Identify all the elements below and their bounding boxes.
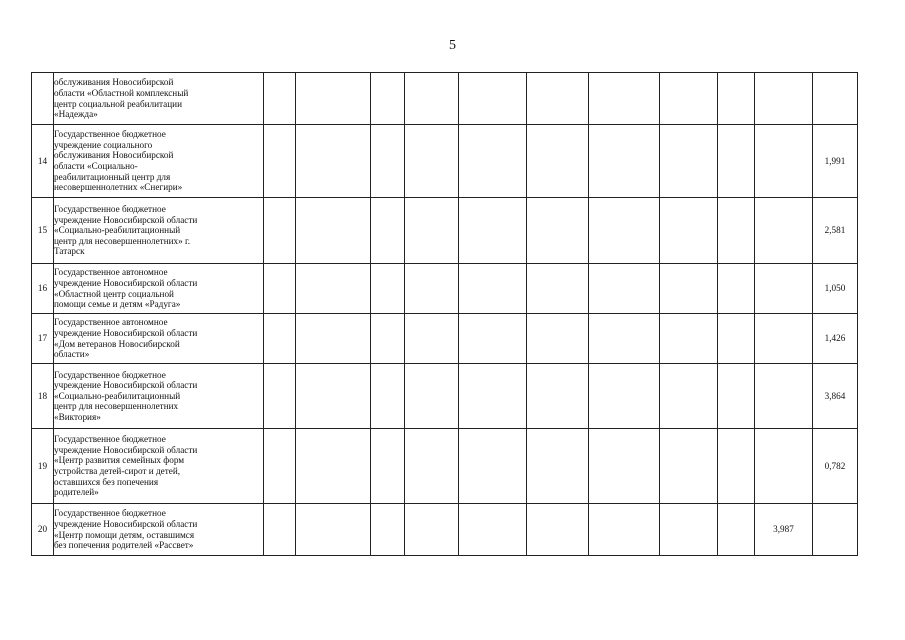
value-cell-col11 bbox=[755, 364, 813, 429]
row-number-cell: 14 bbox=[32, 125, 54, 198]
empty-cell bbox=[527, 504, 589, 556]
institution-name-cell: Государственное автономное учреждение Новосибирской области «Дом ветеранов Новосибирской области» bbox=[54, 314, 264, 364]
empty-cell bbox=[660, 504, 718, 556]
empty-cell bbox=[718, 125, 755, 198]
empty-cell bbox=[459, 504, 527, 556]
value-cell-col11 bbox=[755, 198, 813, 264]
institution-name-cell: Государственное бюджетное учреждение социального обслуживания Новосибирской области «Социально- реабилитационный центр для несовершеннолетних «Снегири» bbox=[54, 125, 264, 198]
empty-cell bbox=[718, 364, 755, 429]
table-row bbox=[32, 198, 858, 264]
empty-cell bbox=[459, 429, 527, 504]
empty-cell bbox=[264, 125, 296, 198]
empty-cell bbox=[660, 264, 718, 314]
empty-cell bbox=[371, 504, 405, 556]
table-row bbox=[32, 364, 858, 429]
value-cell-col11 bbox=[755, 264, 813, 314]
empty-cell bbox=[405, 73, 459, 125]
empty-cell bbox=[589, 198, 660, 264]
row-number-cell: 16 bbox=[32, 264, 54, 314]
institution-name-cell: Государственное бюджетное учреждение Новосибирской области «Социально-реабилитационный центр для несовершеннолетних» г. Татарск bbox=[54, 198, 264, 264]
empty-cell bbox=[371, 364, 405, 429]
row-number-cell: 18 bbox=[32, 364, 54, 429]
value-cell-col12: 0,782 bbox=[813, 429, 858, 504]
empty-cell bbox=[264, 264, 296, 314]
value-cell-col12 bbox=[813, 504, 858, 556]
empty-cell bbox=[589, 314, 660, 364]
empty-cell bbox=[718, 264, 755, 314]
empty-cell bbox=[264, 198, 296, 264]
empty-cell bbox=[660, 125, 718, 198]
table-row bbox=[32, 429, 858, 504]
empty-cell bbox=[527, 429, 589, 504]
institution-name-cell: Государственное автономное учреждение Новосибирской области «Областной центр социальной помощи семье и детям «Радуга» bbox=[54, 264, 264, 314]
table-row bbox=[32, 504, 858, 556]
empty-cell bbox=[459, 125, 527, 198]
empty-cell bbox=[527, 198, 589, 264]
table-body bbox=[32, 73, 858, 556]
empty-cell bbox=[405, 429, 459, 504]
empty-cell bbox=[264, 314, 296, 364]
empty-cell bbox=[660, 314, 718, 364]
table-row bbox=[32, 125, 858, 198]
empty-cell bbox=[589, 73, 660, 125]
empty-cell bbox=[405, 504, 459, 556]
empty-cell bbox=[296, 504, 371, 556]
value-cell-col11 bbox=[755, 73, 813, 125]
institution-name-cell: обслуживания Новосибирской области «Областной комплексный центр социальной реабилитации «Надежда» bbox=[54, 73, 264, 125]
row-number-cell: 19 bbox=[32, 429, 54, 504]
table-row bbox=[32, 264, 858, 314]
row-number-cell: 15 bbox=[32, 198, 54, 264]
row-number-cell: 20 bbox=[32, 504, 54, 556]
empty-cell bbox=[718, 198, 755, 264]
empty-cell bbox=[405, 314, 459, 364]
empty-cell bbox=[527, 125, 589, 198]
empty-cell bbox=[589, 264, 660, 314]
institution-name-cell: Государственное бюджетное учреждение Новосибирской области «Центр помощи детям, оставшимся без попечения родителей «Рассвет» bbox=[54, 504, 264, 556]
institution-name-cell: Государственное бюджетное учреждение Новосибирской области «Центр развития семейных форм устройства детей-сирот и детей, оставшихся без попечения родителей» bbox=[54, 429, 264, 504]
value-cell-col11: 3,987 bbox=[755, 504, 813, 556]
empty-cell bbox=[296, 73, 371, 125]
empty-cell bbox=[718, 504, 755, 556]
value-cell-col12 bbox=[813, 73, 858, 125]
empty-cell bbox=[264, 504, 296, 556]
empty-cell bbox=[296, 429, 371, 504]
empty-cell bbox=[527, 73, 589, 125]
empty-cell bbox=[296, 198, 371, 264]
value-cell-col11 bbox=[755, 125, 813, 198]
empty-cell bbox=[371, 73, 405, 125]
empty-cell bbox=[718, 314, 755, 364]
empty-cell bbox=[264, 73, 296, 125]
data-table bbox=[31, 72, 858, 556]
empty-cell bbox=[660, 198, 718, 264]
row-number-cell: 17 bbox=[32, 314, 54, 364]
value-cell-col12: 3,864 bbox=[813, 364, 858, 429]
value-cell-col12: 1,991 bbox=[813, 125, 858, 198]
empty-cell bbox=[527, 314, 589, 364]
empty-cell bbox=[371, 264, 405, 314]
empty-cell bbox=[527, 364, 589, 429]
empty-cell bbox=[459, 73, 527, 125]
empty-cell bbox=[589, 429, 660, 504]
empty-cell bbox=[660, 364, 718, 429]
empty-cell bbox=[718, 73, 755, 125]
row-number-cell bbox=[32, 73, 54, 125]
empty-cell bbox=[405, 125, 459, 198]
empty-cell bbox=[459, 314, 527, 364]
value-cell-col12: 1,050 bbox=[813, 264, 858, 314]
empty-cell bbox=[405, 198, 459, 264]
empty-cell bbox=[296, 125, 371, 198]
empty-cell bbox=[371, 125, 405, 198]
empty-cell bbox=[589, 504, 660, 556]
empty-cell bbox=[371, 429, 405, 504]
table-row bbox=[32, 314, 858, 364]
empty-cell bbox=[296, 264, 371, 314]
empty-cell bbox=[718, 429, 755, 504]
empty-cell bbox=[371, 314, 405, 364]
empty-cell bbox=[589, 364, 660, 429]
empty-cell bbox=[459, 198, 527, 264]
page-number: 5 bbox=[449, 38, 456, 53]
empty-cell bbox=[296, 364, 371, 429]
empty-cell bbox=[405, 364, 459, 429]
empty-cell bbox=[589, 125, 660, 198]
empty-cell bbox=[660, 429, 718, 504]
value-cell-col11 bbox=[755, 314, 813, 364]
empty-cell bbox=[296, 314, 371, 364]
empty-cell bbox=[660, 73, 718, 125]
empty-cell bbox=[264, 429, 296, 504]
empty-cell bbox=[405, 264, 459, 314]
empty-cell bbox=[527, 264, 589, 314]
empty-cell bbox=[264, 364, 296, 429]
table-row bbox=[32, 73, 858, 125]
empty-cell bbox=[459, 264, 527, 314]
empty-cell bbox=[459, 364, 527, 429]
value-cell-col12: 1,426 bbox=[813, 314, 858, 364]
empty-cell bbox=[371, 198, 405, 264]
value-cell-col11 bbox=[755, 429, 813, 504]
institution-name-cell: Государственное бюджетное учреждение Новосибирской области «Социально-реабилитационный центр для несовершеннолетних «Виктория» bbox=[54, 364, 264, 429]
value-cell-col12: 2,581 bbox=[813, 198, 858, 264]
